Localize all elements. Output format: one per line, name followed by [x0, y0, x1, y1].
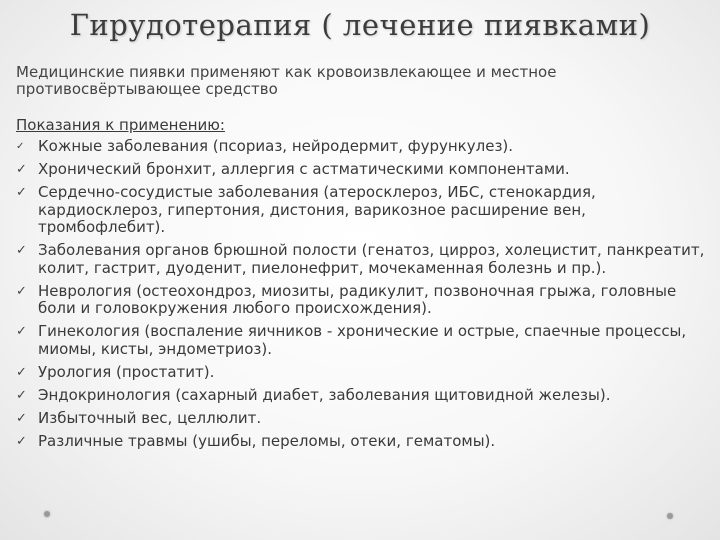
- check-icon: ✓: [16, 243, 27, 258]
- list-item: [16, 283, 706, 318]
- intro-text: Медицинские пиявки применяют как кровоизвлекающее и местное противосвёртывающее средство: [16, 63, 557, 98]
- decorative-dot: [667, 513, 673, 519]
- list-item: [16, 184, 706, 237]
- indications-heading: Показания к применению:: [16, 116, 225, 134]
- check-icon: ✓: [16, 141, 25, 152]
- list-item: [16, 410, 706, 428]
- check-icon: ✓: [16, 433, 27, 449]
- list-item: [16, 364, 706, 382]
- list-item-text: Заболевания органов брюшной полости (генатоз, цирроз, холецистит, панкреатит, колит, гастрит, дуоденит, пиелонефрит, мочекаменная болезнь и пр.).: [38, 241, 705, 277]
- check-icon: ✓: [16, 162, 27, 177]
- indications-list: [16, 138, 706, 456]
- list-item-text: Эндокринология (сахарный диабет, заболевания щитовидной железы).: [38, 385, 611, 404]
- decorative-dot: [44, 511, 50, 517]
- list-item-text: Урология (простатит).: [38, 362, 215, 381]
- check-icon: ✓: [16, 324, 27, 339]
- check-icon: ✓: [16, 283, 27, 299]
- check-icon: ✓: [16, 410, 27, 426]
- list-item-text: Кожные заболевания (псориаз, нейродермит, фурункулез).: [38, 137, 514, 155]
- list-item: [16, 138, 706, 156]
- check-icon: ✓: [16, 387, 27, 403]
- list-item-text: Различные травмы (ушибы, переломы, отеки, гематомы).: [38, 431, 496, 450]
- list-item: [16, 433, 706, 451]
- list-item-text: Хронический бронхит, аллергия с астматическими компонентами.: [38, 160, 570, 178]
- list-item: [16, 323, 706, 358]
- list-item: [16, 387, 706, 405]
- list-item-text: Гинекология (воспаление яичников - хронические и острые, спаечные процессы, миомы, кисты, эндометриоз).: [38, 322, 687, 358]
- list-item-text: Неврология (остеохондроз, миозиты, радикулит, позвоночная грыжа, головные боли и головокружения любого происхождения).: [38, 281, 677, 317]
- slide-title: Гирудотерапия ( лечение пиявками): [69, 8, 651, 42]
- check-icon: ✓: [16, 364, 27, 380]
- list-item-text: Избыточный вес, целлюлит.: [38, 408, 262, 427]
- check-icon: ✓: [16, 185, 27, 200]
- list-item: [16, 242, 706, 277]
- list-item: [16, 161, 706, 179]
- list-item-text: Сердечно-сосудистые заболевания (атеросклероз, ИБС, стенокардия, кардиосклероз, гипертония, дистония, варикозное расширение вен, тромбофлебит).: [38, 183, 596, 236]
